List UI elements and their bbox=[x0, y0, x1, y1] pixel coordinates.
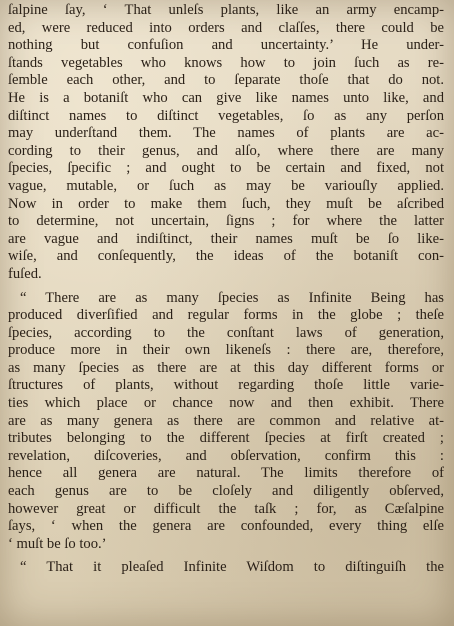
paragraph bbox=[8, 2, 444, 284]
text-line: ſalpine ſay, ‘ That unleſs plants, like an army encamp- bbox=[8, 2, 444, 18]
text-line: ſtructures of plants, without regarding thoſe little varie- bbox=[8, 377, 444, 394]
text-line: “ There are as many ſpecies as Infinite Being has bbox=[20, 289, 444, 306]
text-line: vague, mutable, or ſuch as may be variouſly applied. bbox=[8, 177, 444, 194]
text-line: He is a botaniſt who can give like names unto like, and bbox=[8, 89, 444, 106]
text-line: are vague and indiſtinct, their names muſt be ſo like- bbox=[8, 230, 444, 247]
text-line: nothing but confuſion and uncertainty.’ He under- bbox=[8, 37, 444, 54]
text-line: fuſed. bbox=[8, 265, 42, 282]
text-line: “ That it pleaſed Infinite Wiſdom to diſtinguiſh the bbox=[20, 559, 444, 576]
text-line: diſtinct names to diſtinct vegetables, ſo as any perſon bbox=[8, 107, 444, 124]
text-line: ſays, ‘ when the genera are confounded, every thing elſe bbox=[8, 518, 444, 535]
text-line: Now in order to make them ſuch, they muſt be aſcribed bbox=[8, 195, 444, 212]
text-line: however great or difficult the taſk ; for, as Cæſalpine bbox=[8, 500, 444, 517]
text-line: wiſe, and conſequently, the ideas of the botaniſt con- bbox=[8, 248, 444, 265]
page-body-text bbox=[8, 2, 444, 577]
text-line: produce more in their own likeneſs : there are, therefore, bbox=[8, 342, 444, 359]
text-line: ed, were reduced into orders and claſſes, there could be bbox=[8, 19, 444, 36]
text-line: produced diverſified and regular forms in the globe ; theſe bbox=[8, 307, 444, 324]
paragraph bbox=[8, 290, 444, 554]
text-line: hence all genera are natural. The limits therefore of bbox=[8, 465, 444, 482]
text-line: ſpecies, ſpecific ; and ought to be certain and fixed, not bbox=[8, 160, 444, 177]
text-line: ſpecies, according to the conſtant laws of generation, bbox=[8, 324, 444, 341]
paragraph bbox=[8, 559, 444, 577]
text-line: revelation, diſcoveries, and obſervation, confirm this : bbox=[8, 447, 444, 464]
text-line: cording to their genus, and alſo, where there are many bbox=[8, 142, 444, 159]
text-line: are as many genera as there are common and relative at- bbox=[8, 412, 444, 429]
text-line: ſemble each other, and to ſeparate thoſe that do not. bbox=[8, 72, 444, 89]
text-line: to determine, not uncertain, ſigns ; for where the latter bbox=[8, 213, 444, 230]
text-line: each genus are to be cloſely and diligently obſerved, bbox=[8, 483, 444, 500]
text-line: may underſtand them. The names of plants are ac- bbox=[8, 125, 444, 142]
text-line: ties which place or chance now and then exhibit. There bbox=[8, 395, 444, 412]
text-line: as many ſpecies as there are at this day different forms or bbox=[8, 359, 444, 376]
text-line: ‘ muſt be ſo too.’ bbox=[8, 535, 107, 552]
text-line: tributes belonging to the different ſpecies at firſt created ; bbox=[8, 430, 444, 447]
text-line: ſtands vegetables who knows how to join ſuch as re- bbox=[8, 54, 444, 71]
